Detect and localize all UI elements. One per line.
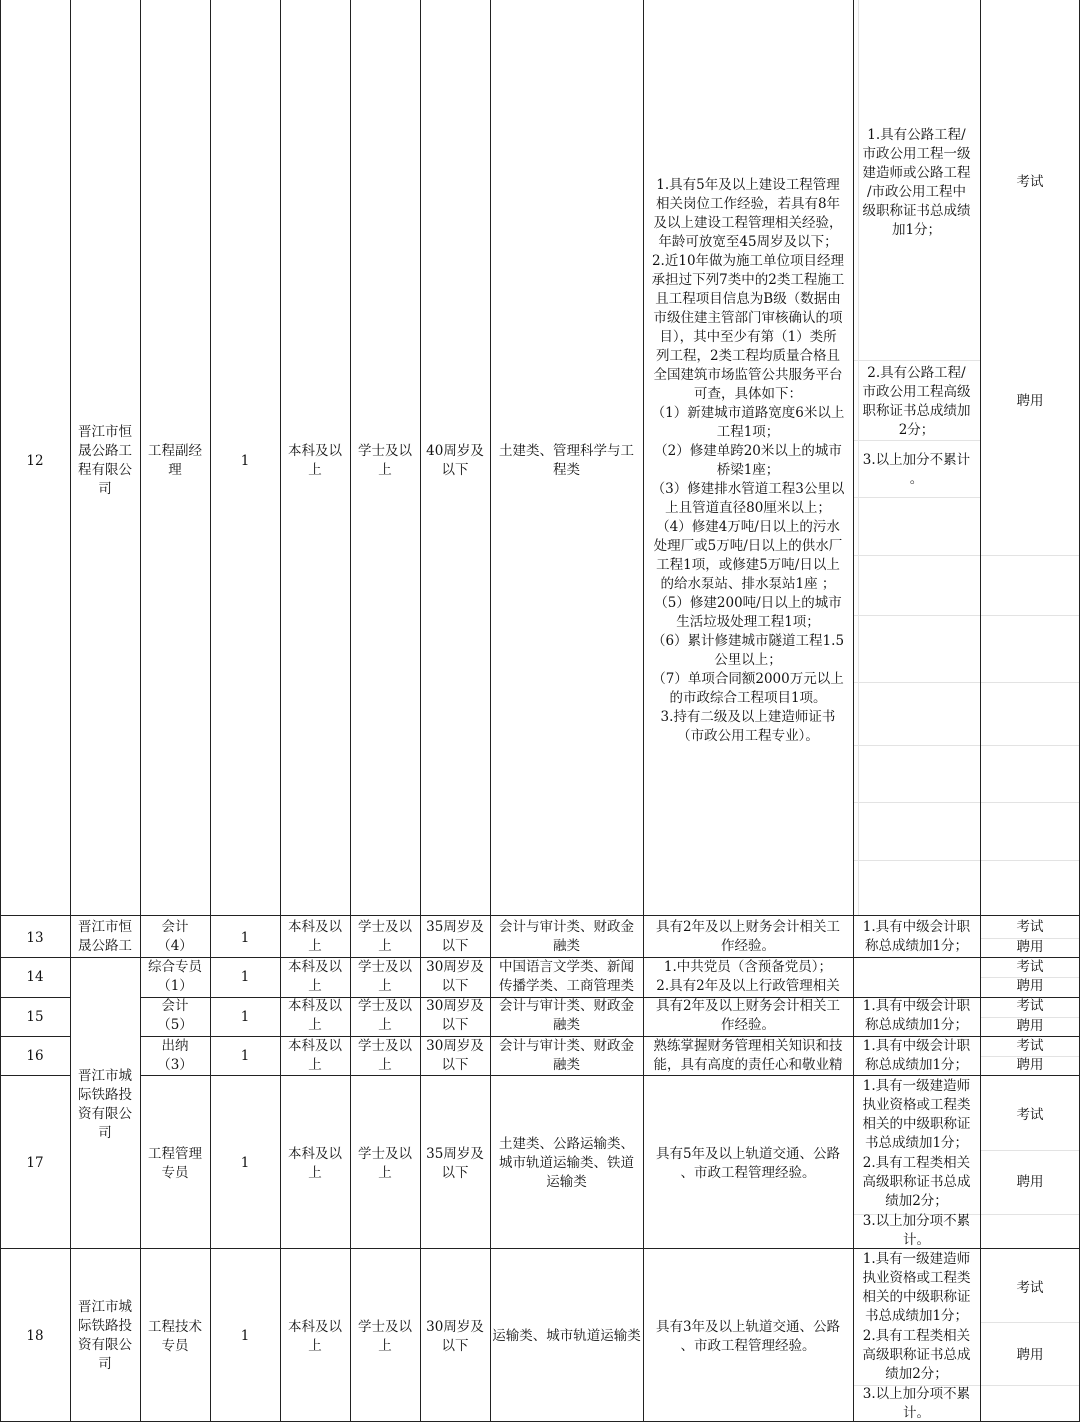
row-17-no: 17 xyxy=(26,1155,44,1171)
row-14-position: 综合专员 （1） xyxy=(148,959,202,994)
row-16-bonus: 1.具有中级会计职 称总成绩加1分； xyxy=(862,1038,971,1073)
row-16-age: 30周岁及 以下 xyxy=(426,1038,484,1073)
row-17-bonus-2: 2.具有工程类相关 高级职称证书总成 绩加2分； xyxy=(862,1155,971,1209)
row-17-requirements: 具有5年及以上轨道交通、公路 、市政工程管理经验。 xyxy=(655,1146,841,1181)
row-15-no: 15 xyxy=(26,1009,44,1025)
row-12-bonus-3: 3.以上加分不累计 。 xyxy=(862,452,971,487)
row-17-education: 本科及以 上 xyxy=(288,1146,342,1181)
row-18-requirements: 具有3年及以上轨道交通、公路 、市政工程管理经验。 xyxy=(655,1319,841,1354)
row-17-major: 土建类、公路运输类、 城市轨道运输类、铁道 运输类 xyxy=(499,1136,634,1190)
row-16-no: 16 xyxy=(26,1048,44,1064)
row-17-position: 工程管理 专员 xyxy=(148,1146,202,1181)
row-12-no: 12 xyxy=(26,453,44,469)
row-14-no: 14 xyxy=(26,969,44,985)
row-14-degree: 学士及以 上 xyxy=(358,959,412,994)
row-13-position: 会计 （4） xyxy=(157,919,193,954)
row-12-age: 40周岁及 以下 xyxy=(426,443,484,478)
row-18-company: 晋江市城 际铁路投 资有限公 司 xyxy=(78,1299,132,1372)
row-18-method-exam: 考试 xyxy=(1016,1280,1044,1296)
row-15-bonus: 1.具有中级会计职 称总成绩加1分； xyxy=(862,998,971,1033)
row-12-count: 1 xyxy=(240,453,250,469)
row-15-age: 30周岁及 以下 xyxy=(426,998,484,1033)
row-15-method-exam: 考试 xyxy=(1016,998,1044,1014)
row-18-bonus-3: 3.以上加分项不累 计。 xyxy=(862,1386,971,1421)
row-13-education: 本科及以 上 xyxy=(288,919,342,954)
row-13-method-exam: 考试 xyxy=(1016,919,1044,935)
row-18-position: 工程技术 专员 xyxy=(148,1319,202,1354)
row-12-method-exam: 考试 xyxy=(1016,174,1044,190)
row-17-degree: 学士及以 上 xyxy=(358,1146,412,1181)
row-17-count: 1 xyxy=(240,1155,250,1171)
row-12-degree: 学士及以 上 xyxy=(358,443,412,478)
row-13-age: 35周岁及 以下 xyxy=(426,919,484,954)
row-18-age: 30周岁及 以下 xyxy=(426,1319,484,1354)
row-16-count: 1 xyxy=(240,1048,250,1064)
row-13-requirements: 具有2年及以上财务会计相关工 作经验。 xyxy=(655,919,841,954)
row-13-company: 晋江市恒 晟公路工 xyxy=(78,919,132,954)
row-15-major: 会计与审计类、财政金 融类 xyxy=(499,998,634,1033)
row-13-method-hire: 聘用 xyxy=(1016,939,1044,955)
row-12-major: 土建类、管理科学与工 程类 xyxy=(499,443,634,478)
row-18-no: 18 xyxy=(26,1328,44,1344)
row-14-method-hire: 聘用 xyxy=(1016,978,1044,994)
row-18-education: 本科及以 上 xyxy=(288,1319,342,1354)
row-16-major: 会计与审计类、财政金 融类 xyxy=(499,1038,634,1073)
row-18-bonus-2: 2.具有工程类相关 高级职称证书总成 绩加2分； xyxy=(862,1328,971,1382)
row-12-position: 工程副经 理 xyxy=(148,443,202,478)
row-16-method-exam: 考试 xyxy=(1016,1038,1044,1054)
row-14-age: 30周岁及 以下 xyxy=(426,959,484,994)
row-17-method-hire: 聘用 xyxy=(1016,1174,1044,1190)
row-13-no: 13 xyxy=(26,930,44,946)
row-15-count: 1 xyxy=(240,1009,250,1025)
row-12-method-hire: 聘用 xyxy=(1016,393,1044,409)
row-16-education: 本科及以 上 xyxy=(288,1038,342,1073)
row-12-education: 本科及以 上 xyxy=(288,443,342,478)
row-16-method-hire: 聘用 xyxy=(1016,1057,1044,1073)
row-18-major: 运输类、城市轨道运输类 xyxy=(492,1328,641,1344)
row-13-major: 会计与审计类、财政金 融类 xyxy=(499,919,634,954)
row-14-requirements: 1.中共党员（含预备党员）； 2.具有2年及以上行政管理相关 xyxy=(656,959,840,994)
row-13-bonus: 1.具有中级会计职 称总成绩加1分； xyxy=(862,919,971,954)
row-13-count: 1 xyxy=(240,930,250,946)
row-13-degree: 学士及以 上 xyxy=(358,919,412,954)
row-18-degree: 学士及以 上 xyxy=(358,1319,412,1354)
row-12-bonus-2: 2.具有公路工程/ 市政公用工程高级 职称证书总成绩加 2分； xyxy=(862,365,971,438)
row-15-method-hire: 聘用 xyxy=(1016,1018,1044,1034)
row-18-method-hire: 聘用 xyxy=(1016,1347,1044,1363)
row-18-bonus-1: 1.具有一级建造师 执业资格或工程类 相关的中级职称证 书总成绩加1分； xyxy=(862,1251,971,1324)
row-17-method-exam: 考试 xyxy=(1016,1107,1044,1123)
row-15-degree: 学士及以 上 xyxy=(358,998,412,1033)
row-14-education: 本科及以 上 xyxy=(288,959,342,994)
row-14-major: 中国语言文学类、新闻 传播学类、工商管理类 xyxy=(499,959,634,994)
row-15-requirements: 具有2年及以上财务会计相关工 作经验。 xyxy=(655,998,841,1033)
row-15-education: 本科及以 上 xyxy=(288,998,342,1033)
row-12-bonus-1: 1.具有公路工程/ 市政公用工程一级 建造师或公路工程 /市政公用工程中 级职称证书总成绩 加1分； xyxy=(862,127,971,238)
row-15-position: 会计 （5） xyxy=(157,998,193,1033)
row-16-degree: 学士及以 上 xyxy=(358,1038,412,1073)
row-18-count: 1 xyxy=(240,1328,250,1344)
row-17-bonus-1: 1.具有一级建造师 执业资格或工程类 相关的中级职称证 书总成绩加1分； xyxy=(862,1078,971,1151)
row-12-company: 晋江市恒 晟公路工 程有限公 司 xyxy=(78,424,132,497)
row-16-position: 出纳 （3） xyxy=(157,1038,193,1073)
row-17-bonus-3: 3.以上加分项不累 计。 xyxy=(862,1213,971,1248)
row-14-method-exam: 考试 xyxy=(1016,959,1044,975)
row-12-requirements: 1.具有5年及以上建设工程管理 相关岗位工作经验，若具有8年 及以上建设工程管理相关经验， 年龄可放宽至45周岁及以下； 2.近10年做为施工单位项目经理 承担过下列7类中的2类工程施工 且工程项目信息为B级（数据由 市级住建主管部门审核确认的项 目），其中至少有第（1）类所 列工程，2类工程均质量合格且 全国建筑市场监管公共服务平台 可查，具体如下： （1）新建城市道路宽度6米以上 工程1项； （2）修建单跨20米以上的城市 桥梁1座； （3）修建排水管道工程3公里以 上且管道直径80厘米以上； （4）修建4万吨/日以上的污水 处理厂或5万吨/日以上的供水厂 工程1项，或修建5万吨/日以上 的给水泵站、排水泵站1座 ； （5）修建200吨/日以上的城市 生活垃圾处理工程1项； （6）累计修建城市隧道工程1.5 公里以上； （7）单项合同额2000万元以上 的市政综合工程项目1项。 3.持有二级及以上建造师证书 （市政公用工程专业）。 xyxy=(651,177,845,744)
row-16-requirements: 熟练掌握财务管理相关知识和技 能，具有高度的责任心和敬业精 xyxy=(653,1038,843,1073)
row-14-count: 1 xyxy=(240,969,250,985)
row-17-age: 35周岁及 以下 xyxy=(426,1146,484,1181)
company-merged-14-17: 晋江市城 际铁路投 资有限公 司 xyxy=(78,1068,132,1141)
